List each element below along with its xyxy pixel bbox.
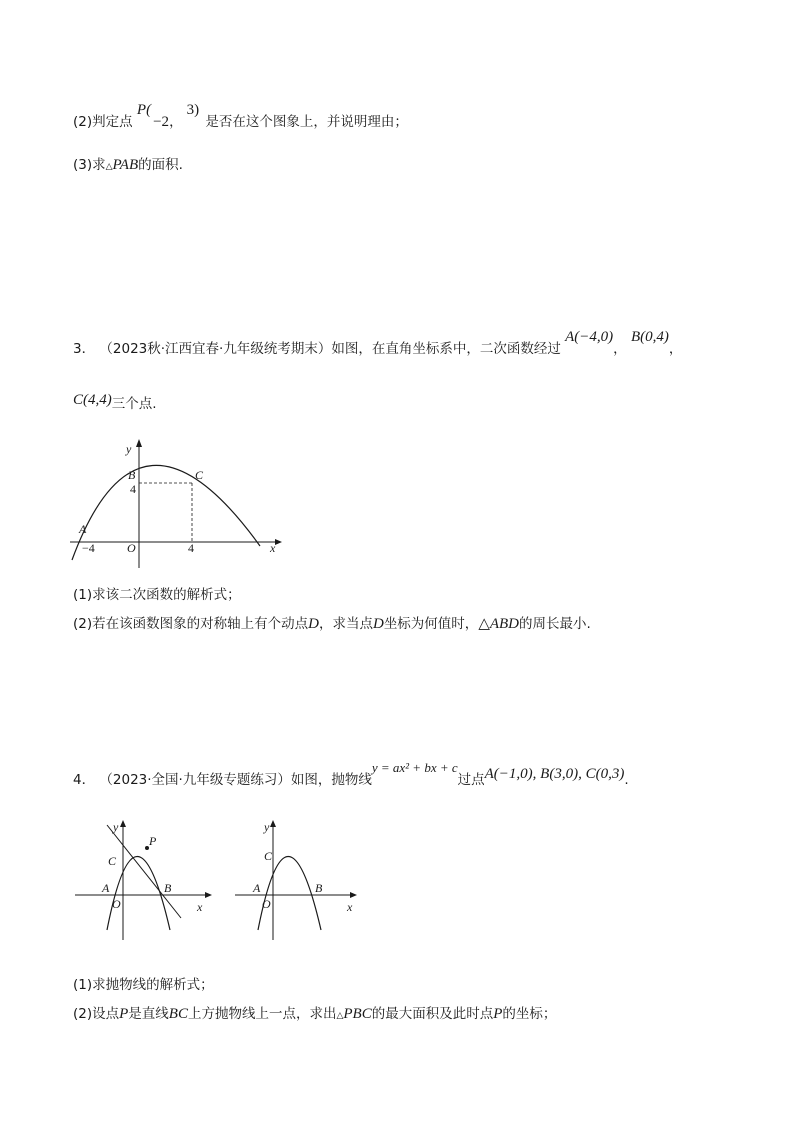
q4-points: A(−1,0), B(3,0), C(0,3) bbox=[484, 766, 625, 782]
q3-point-d2: D bbox=[372, 616, 384, 632]
label-b: B bbox=[315, 881, 323, 895]
point-p: P( bbox=[136, 102, 152, 118]
q3-point-a: A(−4,0) bbox=[565, 329, 614, 345]
label-y: y bbox=[113, 820, 119, 834]
y-axis-arrow-icon bbox=[120, 820, 126, 827]
q3-point-d: D bbox=[308, 616, 319, 632]
q4-part2-d: 的最大面积及此时点 bbox=[371, 1006, 494, 1022]
x-axis-arrow-icon bbox=[205, 892, 212, 898]
triangle-pab: PAB bbox=[112, 157, 139, 173]
label-b: B bbox=[164, 881, 172, 895]
q4-part1-text: (1)求抛物线的解析式； bbox=[73, 977, 214, 993]
q4-part2-e: 的坐标； bbox=[502, 1006, 557, 1022]
label-b: B bbox=[128, 468, 136, 482]
q4-triangle-pbc: PBC bbox=[343, 1006, 372, 1022]
y-axis-arrow-icon bbox=[136, 439, 142, 447]
q3-point-b: B(0,4) bbox=[630, 329, 669, 345]
point-p-x: −2 bbox=[153, 114, 170, 130]
x-axis-arrow-icon bbox=[275, 539, 282, 545]
q4-pass: 过点 bbox=[457, 772, 485, 788]
label-x: x bbox=[270, 541, 276, 555]
triangle-symbol: △ bbox=[105, 162, 113, 172]
label-p: P bbox=[149, 834, 157, 848]
label-4x: 4 bbox=[188, 541, 194, 555]
q4-part2 bbox=[73, 1002, 556, 1023]
q4-figure-1 bbox=[75, 815, 225, 960]
parabola bbox=[107, 857, 170, 931]
parabola bbox=[258, 857, 321, 931]
label-o: O bbox=[262, 897, 271, 911]
q3-part2-b: ，求当点 bbox=[318, 616, 373, 632]
q4-point-p: P bbox=[119, 1006, 129, 1022]
q3-stem bbox=[73, 329, 683, 358]
q4-point-p2: P bbox=[493, 1006, 503, 1022]
q2-part3 bbox=[73, 153, 183, 174]
y-axis-arrow-icon bbox=[270, 820, 276, 827]
q4-line-bc: BC bbox=[168, 1006, 188, 1022]
label-neg4: −4 bbox=[82, 541, 95, 555]
label-a: A bbox=[79, 522, 87, 536]
label-a: A bbox=[253, 881, 261, 895]
q3-sep1: ， bbox=[613, 341, 627, 357]
q3-part2-d: 的周长最小. bbox=[519, 616, 591, 632]
q4-part2-c: 上方抛物线上一点，求出 bbox=[187, 1006, 337, 1022]
q4-number: 4． bbox=[73, 772, 96, 788]
q4-part2-b: 是直线 bbox=[128, 1006, 169, 1022]
q3-triangle-symbol: △ bbox=[478, 614, 490, 632]
comma: ， bbox=[169, 114, 183, 130]
q3-part1-text: (1)求该二次函数的解析式； bbox=[73, 587, 241, 603]
q3-stem-cont bbox=[73, 392, 157, 413]
label-4y: 4 bbox=[130, 482, 136, 496]
q3-triangle-abd: ABD bbox=[489, 616, 520, 632]
q2-part3-tail: 的面积. bbox=[138, 157, 183, 173]
label-c: C bbox=[264, 849, 273, 863]
q4-triangle-symbol: △ bbox=[336, 1011, 344, 1021]
q4-equation: y = ax² + bx + c bbox=[371, 760, 458, 775]
q4-part1 bbox=[73, 973, 214, 993]
q3-part1 bbox=[73, 583, 241, 603]
q4-source: （2023·全国·九年级专题练习）如图，抛物线 bbox=[99, 772, 372, 788]
q3-sep2: ， bbox=[668, 341, 683, 357]
label-y: y bbox=[126, 442, 132, 456]
q2-part2 bbox=[73, 102, 408, 131]
q4-part2-a: (2)设点 bbox=[73, 1006, 120, 1022]
q3-part2-c: 坐标为何值时， bbox=[383, 616, 479, 632]
q3-figure bbox=[70, 435, 290, 570]
label-c: C bbox=[195, 468, 204, 482]
x-axis-arrow-icon bbox=[350, 892, 357, 898]
q3-number: 3． bbox=[73, 341, 96, 357]
q3-source: （2023秋·江西宜春·九年级统考期末）如图，在直角坐标系中，二次函数经过 bbox=[99, 341, 561, 357]
label-o: O bbox=[127, 541, 136, 555]
q2-part3-label: (3)求 bbox=[73, 157, 106, 173]
label-x: x bbox=[347, 900, 353, 914]
parabola bbox=[72, 465, 260, 560]
q3-part2 bbox=[73, 612, 591, 633]
q4-end: . bbox=[624, 772, 629, 788]
q2-part2-label: (2)判定点 bbox=[73, 114, 133, 130]
q3-point-c: C(4,4) bbox=[73, 392, 112, 408]
q3-c-tail: 三个点. bbox=[111, 396, 157, 412]
point-p-y: 3) bbox=[186, 102, 200, 118]
label-x: x bbox=[197, 900, 203, 914]
label-o: O bbox=[112, 897, 121, 911]
q4-stem bbox=[73, 760, 629, 789]
q2-part2-tail: 是否在这个图象上，并说明理由； bbox=[205, 114, 408, 130]
label-y: y bbox=[264, 820, 270, 834]
label-a: A bbox=[102, 881, 110, 895]
q3-part2-a: (2)若在该函数图象的对称轴上有个动点 bbox=[73, 616, 309, 632]
q4-figure-2 bbox=[235, 815, 365, 960]
label-c: C bbox=[108, 854, 117, 868]
